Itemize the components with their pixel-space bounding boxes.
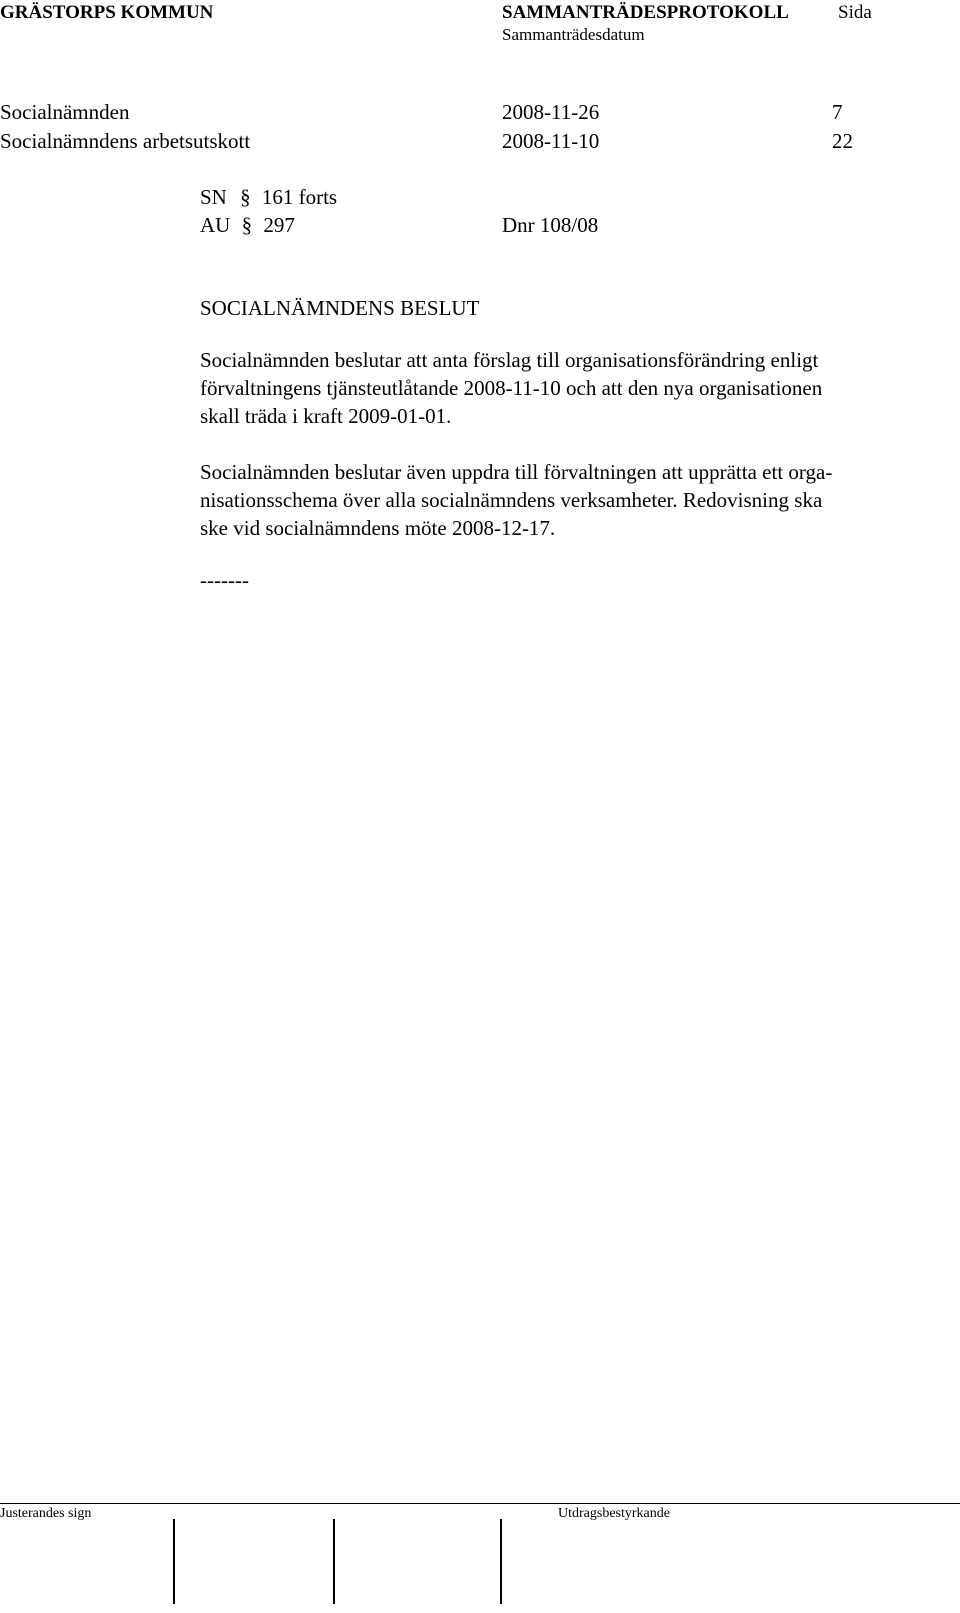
page-label: Sida <box>838 2 872 23</box>
sn-number: 161 forts <box>261 185 338 209</box>
decision-heading: SOCIALNÄMNDENS BESLUT <box>200 296 480 320</box>
decision-paragraph-1 <box>200 346 935 430</box>
utdragsbestyrkande-label: Utdragsbestyrkande <box>558 1506 670 1521</box>
meeting-body: Socialnämndens arbetsutskott <box>0 129 251 153</box>
meeting-body: Socialnämnden <box>0 100 130 124</box>
meeting-date: 2008-11-26 <box>502 100 600 124</box>
signature-divider <box>500 1519 502 1604</box>
footer-rule <box>0 1503 960 1504</box>
decision-paragraph-2 <box>200 458 935 542</box>
meeting-date: 2008-11-10 <box>502 129 600 153</box>
municipality-name: GRÄSTORPS KOMMUN <box>0 2 214 23</box>
justerandes-sign-label: Justerandes sign <box>0 1506 92 1521</box>
sn-paragraph-ref <box>200 185 337 210</box>
meeting-page: 7 <box>832 100 843 124</box>
document-type: SAMMANTRÄDESPROTOKOLL <box>502 2 789 23</box>
section-symbol: § <box>240 185 251 209</box>
paragraph-line: Socialnämnden beslutar även uppdra till förvaltningen att upprätta ett orga- <box>200 460 833 484</box>
meeting-date-label: Sammanträdesdatum <box>502 25 645 44</box>
au-prefix: AU <box>200 213 231 237</box>
paragraph-line: ske vid socialnämndens möte 2008-12-17. <box>200 516 556 540</box>
section-symbol: § <box>241 213 253 237</box>
paragraph-line: Socialnämnden beslutar att anta förslag till organisationsförändring enligt <box>200 348 819 372</box>
sn-prefix: SN <box>200 185 227 209</box>
paragraph-line: nisationsschema över alla socialnämndens verksamheter. Redovisning ska <box>200 488 823 512</box>
meeting-page: 22 <box>832 129 853 153</box>
dnr-reference: Dnr 108/08 <box>502 213 599 237</box>
paragraph-line: skall träda i kraft 2009-01-01. <box>200 404 452 428</box>
paragraph-line: förvaltningens tjänsteutlåtande 2008-11-10 och att den nya organisationen <box>200 376 823 400</box>
signature-divider <box>333 1519 335 1604</box>
signature-divider <box>173 1519 175 1604</box>
au-paragraph-ref <box>200 213 295 238</box>
section-separator: ------- <box>200 568 249 592</box>
au-number: 297 <box>263 213 295 237</box>
